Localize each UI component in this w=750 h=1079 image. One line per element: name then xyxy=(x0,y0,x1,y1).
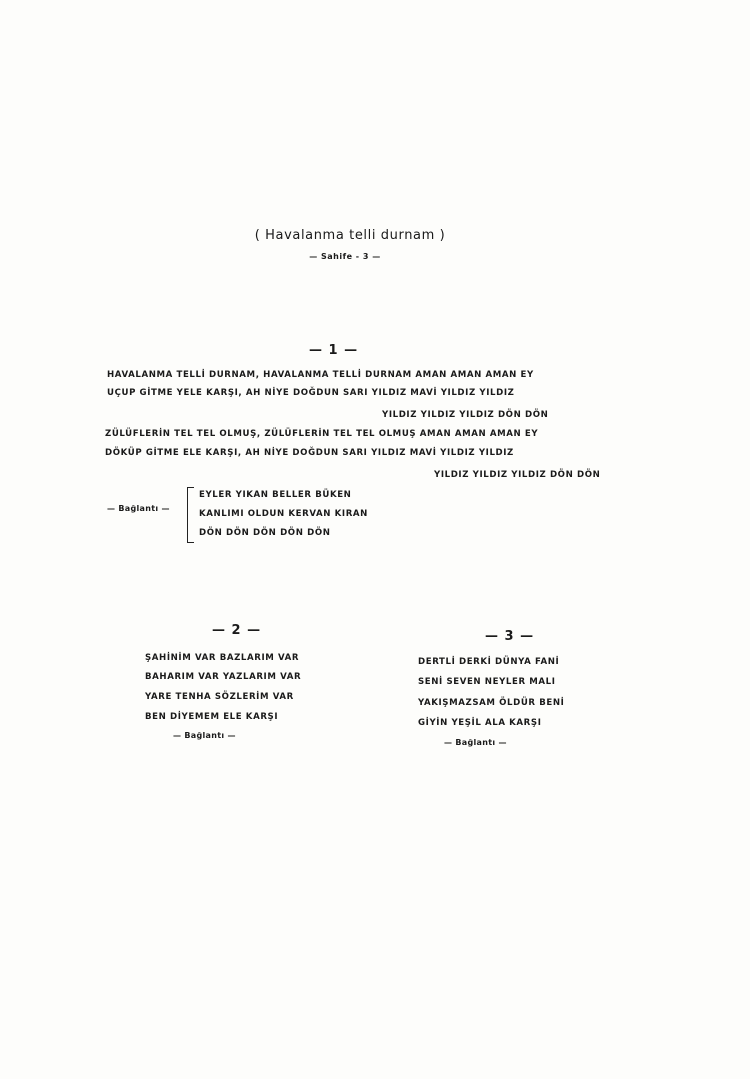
section-2-line-1: ŞAHİNİM VAR BAZLARIM VAR xyxy=(145,653,300,663)
section-3-line-2: SENİ SEVEN NEYLER MALI xyxy=(418,677,556,687)
section-1-line-6: YILDIZ YILDIZ YILDIZ DÖN DÖN xyxy=(434,470,601,480)
section-2-number: — 2 — xyxy=(212,623,262,638)
baglanti-line-2: KANLIMI OLDUN KERVAN KIRAN xyxy=(199,509,368,519)
section-3-line-1: DERTLİ DERKİ DÜNYA FANİ xyxy=(418,657,560,667)
section-1-line-2: UÇUP GİTME YELE KARŞI, AH NİYE DOĞDUN SARI YILDIZ MAVİ YILDIZ YILDIZ xyxy=(107,388,515,398)
section-3-line-4: GİYİN YEŞİL ALA KARŞI xyxy=(418,718,542,728)
section-3-line-3: YAKIŞMAZSAM ÖLDÜR BENİ xyxy=(418,698,565,708)
section-2-baglanti: — Bağlantı — xyxy=(173,731,236,740)
page-number-label: — Sahife - 3 — xyxy=(309,252,381,261)
baglanti-line-3: DÖN DÖN DÖN DÖN DÖN xyxy=(199,528,331,538)
section-2-line-2: BAHARIM VAR YAZLARIM VAR xyxy=(145,672,302,682)
section-1-baglanti-label: — Bağlantı — xyxy=(107,504,170,513)
section-1-line-1: HAVALANMA TELLİ DURNAM, HAVALANMA TELLİ DURNAM AMAN AMAN AMAN EY xyxy=(107,370,534,380)
section-2-line-4: BEN DİYEMEM ELE KARŞI xyxy=(145,712,279,722)
section-2-line-3: YARE TENHA SÖZLERİM VAR xyxy=(145,692,294,702)
section-3-baglanti: — Bağlantı — xyxy=(444,738,507,747)
section-1-number: — 1 — xyxy=(309,343,359,358)
baglanti-line-1: EYLER YIKAN BELLER BÜKEN xyxy=(199,490,352,500)
section-3-number: — 3 — xyxy=(485,629,535,644)
song-title: ( Havalanma telli durnam ) xyxy=(254,228,446,243)
bracket xyxy=(187,487,194,543)
section-1-line-5: DÖKÜP GİTME ELE KARŞI, AH NİYE DOĞDUN SARI YILDIZ MAVİ YILDIZ YILDIZ xyxy=(105,448,514,458)
section-1-line-3: YILDIZ YILDIZ YILDIZ DÖN DÖN xyxy=(382,410,549,420)
section-1-line-4: ZÜLÜFLERİN TEL TEL OLMUŞ, ZÜLÜFLERİN TEL TEL OLMUŞ AMAN AMAN AMAN EY xyxy=(105,429,539,439)
